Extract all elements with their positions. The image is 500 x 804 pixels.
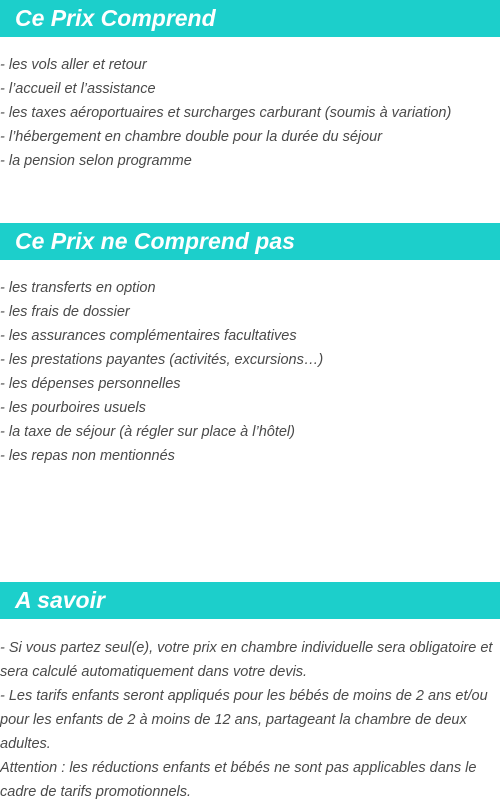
list-item: - l’hébergement en chambre double pour la durée du séjour <box>0 129 383 145</box>
not-included-list <box>0 276 500 468</box>
list-item: - les frais de dossier <box>0 304 130 320</box>
list-item: - la taxe de séjour (à régler sur place à l’hôtel) <box>0 424 295 440</box>
list-item: - la pension selon programme <box>0 153 192 169</box>
list-item: - les assurances complémentaires facultatives <box>0 328 297 344</box>
list-item: - les pourboires usuels <box>0 400 146 416</box>
section-heading-not-included: Ce Prix ne Comprend pas <box>0 223 500 260</box>
list-item: - les repas non mentionnés <box>0 448 175 464</box>
list-item: - les taxes aéroportuaires et surcharges carburant (soumis à variation) <box>0 105 452 121</box>
info-paragraph-attention: Attention : les réductions enfants et bébés ne sont pas applicables dans le cadre de tarifs promotionnels. <box>0 760 477 800</box>
info-paragraph-single-room: - Si vous partez seul(e), votre prix en chambre individuelle sera obligatoire et sera calculé automatiquement dans votre devis. <box>0 640 493 680</box>
section-heading-good-to-know: A savoir <box>0 582 500 619</box>
list-item: - les prestations payantes (activités, excursions…) <box>0 352 324 368</box>
section-heading-included: Ce Prix Comprend <box>0 0 500 37</box>
included-list <box>0 53 500 173</box>
list-item: - les transferts en option <box>0 280 156 296</box>
info-paragraph-child-rates: - Les tarifs enfants seront appliqués pour les bébés de moins de 2 ans et/ou pour les enfants de 2 à moins de 12 ans, partageant la chambre de deux adultes. <box>0 688 488 752</box>
list-item: - les vols aller et retour <box>0 57 147 73</box>
list-item: - l’accueil et l’assistance <box>0 81 156 97</box>
list-item: - les dépenses personnelles <box>0 376 181 392</box>
